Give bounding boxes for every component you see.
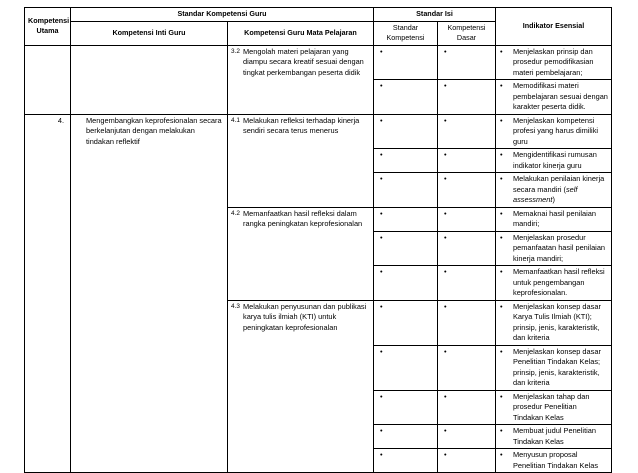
header-standar-kompetensi-guru: Standar Kompetensi Guru (71, 8, 374, 22)
bullet-icon: • (500, 232, 503, 242)
mapel-cell (228, 45, 374, 114)
indicator-cell (496, 114, 612, 149)
table-row (25, 114, 612, 149)
header-kompetensi-dasar: Kompetensi Dasar (438, 21, 496, 45)
header-kompetensi-utama: Kompetensi Utama (25, 8, 71, 46)
kd-bullet: • (438, 390, 496, 425)
bullet-icon: • (500, 267, 503, 276)
sk-bullet: • (374, 114, 438, 149)
header-standar-isi: Standar Isi (374, 8, 496, 22)
indicator-cell (496, 425, 612, 449)
sk-bullet: • (374, 425, 438, 449)
sk-bullet: • (374, 173, 438, 208)
bullet-icon: • (500, 426, 503, 435)
indicator-cell (496, 231, 612, 266)
kd-bullet: • (438, 449, 496, 473)
sk-bullet: • (374, 390, 438, 425)
indicator-text: Memaknai hasil penilaian mandiri; (513, 208, 596, 228)
indicator-text: Menjelaskan konsep dasar Karya Tulis Ilmiah (KTI); prinsip, jenis, karakteristik, dan kriteria (513, 301, 601, 342)
mapel-number: 4.3 (231, 302, 240, 310)
sk-bullet: • (374, 449, 438, 473)
kd-bullet: • (438, 266, 496, 301)
indicator-text: Menjelaskan prinsip dan prosedur pemodifikasian materi pembelajaran; (513, 46, 594, 77)
inti-cell (71, 114, 228, 473)
indicator-cell (496, 345, 612, 390)
kd-bullet: • (438, 300, 496, 345)
indicator-cell (496, 266, 612, 301)
mapel-text: Memanfaatkan hasil refleksi dalam rangka peningkatan keprofesionalan (243, 208, 363, 228)
mapel-cell (228, 207, 374, 300)
utama-cell (25, 45, 71, 114)
indicator-cell (496, 390, 612, 425)
bullet-icon: • (500, 81, 503, 90)
mapel-number: 4.2 (231, 209, 240, 217)
indicator-cell (496, 45, 612, 80)
competency-table (24, 7, 612, 473)
indicator-cell (496, 449, 612, 473)
kd-bullet: • (438, 173, 496, 208)
mapel-text: Melakukan penyusunan dan publikasi karya tulis ilmiah (KTI) untuk peningkatan keprofesionalan (243, 301, 367, 332)
bullet-icon: • (500, 346, 503, 356)
indicator-cell (496, 149, 612, 173)
mapel-number: 4.1 (231, 116, 240, 124)
indicator-cell (496, 173, 612, 208)
sk-bullet: • (374, 149, 438, 173)
header-standar-kompetensi: Standar Kompetensi (374, 21, 438, 45)
indicator-cell (496, 300, 612, 345)
indicator-text: Menjelaskan kompetensi profesi yang harus dimiliki guru (513, 115, 599, 146)
mapel-text: Mengolah materi pelajaran yang diampu secara kreatif sesuai dengan tingkat perkembangan peserta didik (243, 46, 364, 77)
indicator-text: Memanfaatkan hasil refleksi untuk pengembangan keprofesionalan. (513, 267, 605, 297)
bullet-icon: • (500, 46, 503, 56)
sk-bullet: • (374, 345, 438, 390)
kd-bullet: • (438, 425, 496, 449)
header-kompetensi-guru-mapel: Kompetensi Guru Mata Pelajaran (228, 21, 374, 45)
kd-bullet: • (438, 207, 496, 231)
header-kompetensi-inti-guru: Kompetensi Inti Guru (71, 21, 228, 45)
table-row (25, 45, 612, 80)
indicator-text: Menjelaskan prosedur pemanfaatan hasil penilaian kinerja mandiri; (513, 232, 606, 263)
indicator-cell (496, 207, 612, 231)
bullet-icon: • (500, 115, 503, 125)
sk-bullet: • (374, 45, 438, 80)
bullet-icon: • (500, 301, 503, 311)
sk-bullet: • (374, 207, 438, 231)
indicator-italic-text: self assessment (513, 184, 578, 204)
indicator-text: Menyusun proposal Penelitian Tindakan Kelas (513, 450, 599, 470)
mapel-text: Melakukan refleksi terhadap kinerja sendiri secara terus menerus (243, 115, 360, 135)
bullet-icon: • (500, 208, 503, 218)
mapel-cell (228, 114, 374, 207)
indicator-text-end: ) (552, 195, 555, 204)
mapel-number: 3.2 (231, 47, 240, 55)
bullet-icon: • (500, 391, 503, 401)
mapel-cell (228, 300, 374, 473)
kd-bullet: • (438, 80, 496, 115)
sk-bullet: • (374, 300, 438, 345)
indicator-text: Menjelaskan tahap dan prosedur Penelitian Tindakan Kelas (513, 391, 590, 422)
kd-bullet: • (438, 231, 496, 266)
kd-bullet: • (438, 45, 496, 80)
inti-cell (71, 45, 228, 114)
indicator-text: Membuat judul Penelitian Tindakan Kelas (513, 426, 596, 446)
indicator-text: Memodifikasi materi pembelajaran sesuai dengan karakter peserta didik. (513, 81, 608, 111)
indicator-text: Mengidentifikasi rumusan indikator kinerja guru (513, 150, 597, 170)
kd-bullet: • (438, 149, 496, 173)
competency-number: 4. (25, 114, 71, 473)
bullet-icon: • (500, 450, 503, 459)
indicator-cell (496, 80, 612, 115)
sk-bullet: • (374, 231, 438, 266)
header-indikator-esensial: Indikator Esensial (496, 8, 612, 46)
indicator-text: Melakukan penilaian kinerja secara mandiri ( (513, 174, 605, 194)
indicator-text: Menjelaskan konsep dasar Penelitian Tindakan Kelas; prinsip, jenis, karakteristik, dan kriteria (513, 346, 601, 387)
bullet-icon: • (500, 150, 503, 159)
sk-bullet: • (374, 80, 438, 115)
sk-bullet: • (374, 266, 438, 301)
inti-text: Mengembangkan keprofesionalan secara berkelanjutan dengan melakukan tindakan reflektif (86, 115, 222, 146)
kd-bullet: • (438, 345, 496, 390)
kd-bullet: • (438, 114, 496, 149)
bullet-icon: • (500, 174, 503, 183)
